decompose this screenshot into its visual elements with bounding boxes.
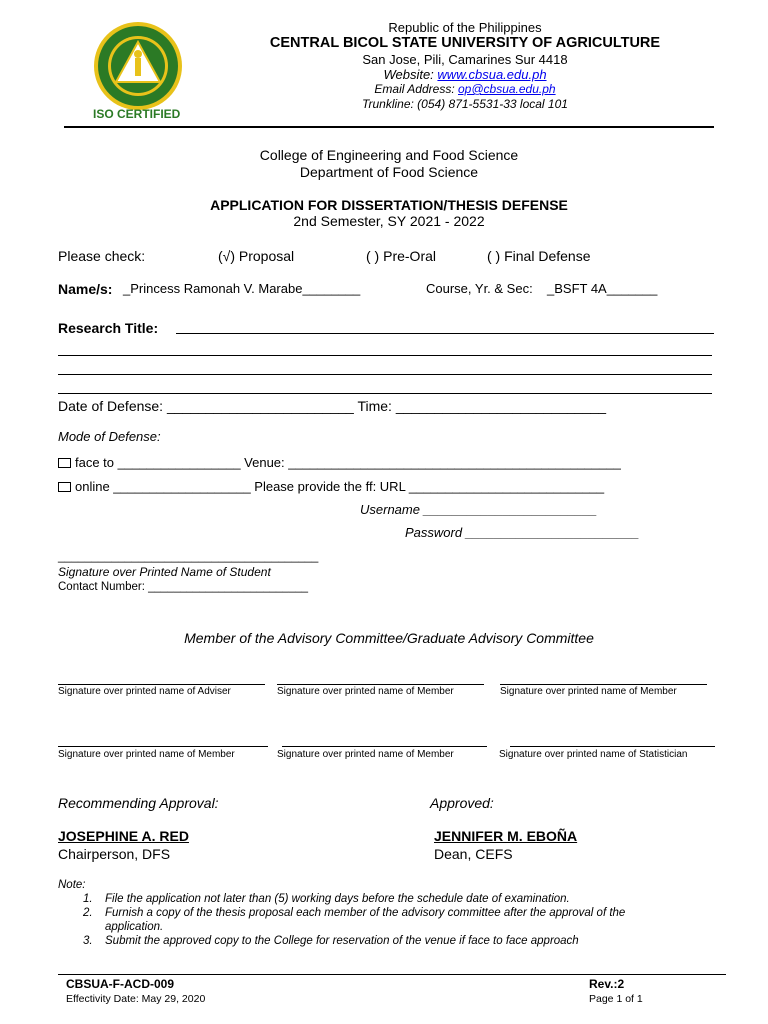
mode-of-defense-label: Mode of Defense: xyxy=(58,429,161,444)
page-number: Page 1 of 1 xyxy=(589,993,643,1005)
username-line[interactable]: Username ________________________ xyxy=(360,502,598,517)
names-value[interactable]: _Princess Ramonah V. Marabe________ xyxy=(123,281,361,296)
research-title-line-1[interactable] xyxy=(176,333,714,334)
face-to-face-row xyxy=(58,455,621,470)
please-check-label: Please check: xyxy=(58,248,146,264)
university-seal xyxy=(90,20,186,112)
note-item-2: Furnish a copy of the thesis proposal each member of the advisory committee after the approval of the xyxy=(105,907,626,919)
dean-name: JENNIFER M. EBOÑA xyxy=(434,828,578,844)
revision: Rev.:2 xyxy=(589,977,625,991)
semester-line: 2nd Semester, SY 2021 - 2022 xyxy=(293,213,485,229)
republic-line: Republic of the Philippines xyxy=(388,20,542,35)
student-signature-line[interactable]: _______________________________________ xyxy=(58,549,319,563)
iso-certified: ISO CERTIFIED xyxy=(93,107,181,121)
research-title-line-2[interactable] xyxy=(58,355,712,356)
chairperson-title: Chairperson, DFS xyxy=(58,846,171,862)
website-link[interactable]: www.cbsua.edu.ph xyxy=(437,67,547,82)
chairperson-name: JOSEPHINE A. RED xyxy=(58,828,189,844)
recommending-approval-label: Recommending Approval: xyxy=(58,795,219,811)
note-number-2: 2. xyxy=(83,907,93,919)
department-name: Department of Food Science xyxy=(299,164,479,180)
university-address: San Jose, Pili, Camarines Sur 4418 xyxy=(362,52,568,67)
trunkline: Trunkline: (054) 871-5531-33 local 101 xyxy=(362,97,568,111)
sig-line-statistician[interactable] xyxy=(510,746,715,747)
research-title-label: Research Title: xyxy=(58,320,159,336)
sig-label-adviser: Signature over printed name of Adviser xyxy=(58,686,231,697)
sig-label-member-1: Signature over printed name of Member xyxy=(277,686,454,697)
header-divider xyxy=(64,126,714,128)
dean-title: Dean, CEFS xyxy=(434,846,513,862)
sig-line-member-1[interactable] xyxy=(277,684,484,685)
option-final-defense[interactable]: ( ) Final Defense xyxy=(487,248,591,264)
note-number-1: 1. xyxy=(83,893,93,905)
approved-label: Approved: xyxy=(430,795,494,811)
email-link[interactable]: op@cbsua.edu.ph xyxy=(458,82,556,96)
effectivity-date: Effectivity Date: May 29, 2020 xyxy=(66,993,206,1005)
face-to-face-text[interactable]: face to _________________ Venue: ______________________________________________ xyxy=(75,455,621,470)
research-title-line-4[interactable] xyxy=(58,393,712,394)
face-to-face-checkbox[interactable] xyxy=(58,458,71,468)
university-name: CENTRAL BICOL STATE UNIVERSITY OF AGRICULTURE xyxy=(269,35,661,51)
note-item-1: File the application not later than (5) working days before the schedule date of examination. xyxy=(105,893,570,905)
note-number-3: 3. xyxy=(83,935,93,947)
student-signature-label: Signature over Printed Name of Student xyxy=(58,565,271,579)
sig-label-member-2: Signature over printed name of Member xyxy=(500,686,677,697)
sig-label-statistician: Signature over printed name of Statistician xyxy=(499,749,688,760)
committee-heading: Member of the Advisory Committee/Graduate Advisory Committee xyxy=(184,630,594,646)
sig-line-member-4[interactable] xyxy=(282,746,487,747)
sig-label-member-3: Signature over printed name of Member xyxy=(58,749,235,760)
website-line xyxy=(250,67,680,82)
sig-line-adviser[interactable] xyxy=(58,684,265,685)
course-value[interactable]: _BSFT 4A_______ xyxy=(547,281,658,296)
research-title-line-3[interactable] xyxy=(58,374,712,375)
form-title: APPLICATION FOR DISSERTATION/THESIS DEFENSE xyxy=(210,197,568,213)
note-item-3: Submit the approved copy to the College for reservation of the venue if face to face approach xyxy=(105,935,579,947)
note-label: Note: xyxy=(58,879,86,891)
seal-icon xyxy=(90,20,186,112)
date-time-line[interactable]: Date of Defense: ________________________ Time: ___________________________ xyxy=(58,398,607,414)
option-pre-oral[interactable]: ( ) Pre-Oral xyxy=(366,248,436,264)
sig-line-member-3[interactable] xyxy=(58,746,268,747)
online-text[interactable]: online ___________________ Please provide the ff: URL ___________________________ xyxy=(75,479,605,494)
note-item-2-cont: application. xyxy=(105,921,164,933)
option-proposal[interactable]: (√) Proposal xyxy=(218,248,295,264)
password-line[interactable]: Password ________________________ xyxy=(405,525,640,540)
footer-divider xyxy=(58,974,726,975)
email-label: Email Address: xyxy=(374,82,455,96)
sig-label-member-4: Signature over printed name of Member xyxy=(277,749,454,760)
website-label: Website: xyxy=(383,67,434,82)
names-label: Name/s: xyxy=(58,281,113,297)
contact-number-line[interactable]: Contact Number: _________________________ xyxy=(58,581,309,593)
college-name: College of Engineering and Food Science xyxy=(259,147,519,163)
online-row xyxy=(58,479,604,494)
email-line xyxy=(250,82,680,96)
form-code: CBSUA-F-ACD-009 xyxy=(66,977,175,991)
sig-line-member-2[interactable] xyxy=(500,684,707,685)
course-label: Course, Yr. & Sec: xyxy=(426,281,533,296)
online-checkbox[interactable] xyxy=(58,482,71,492)
